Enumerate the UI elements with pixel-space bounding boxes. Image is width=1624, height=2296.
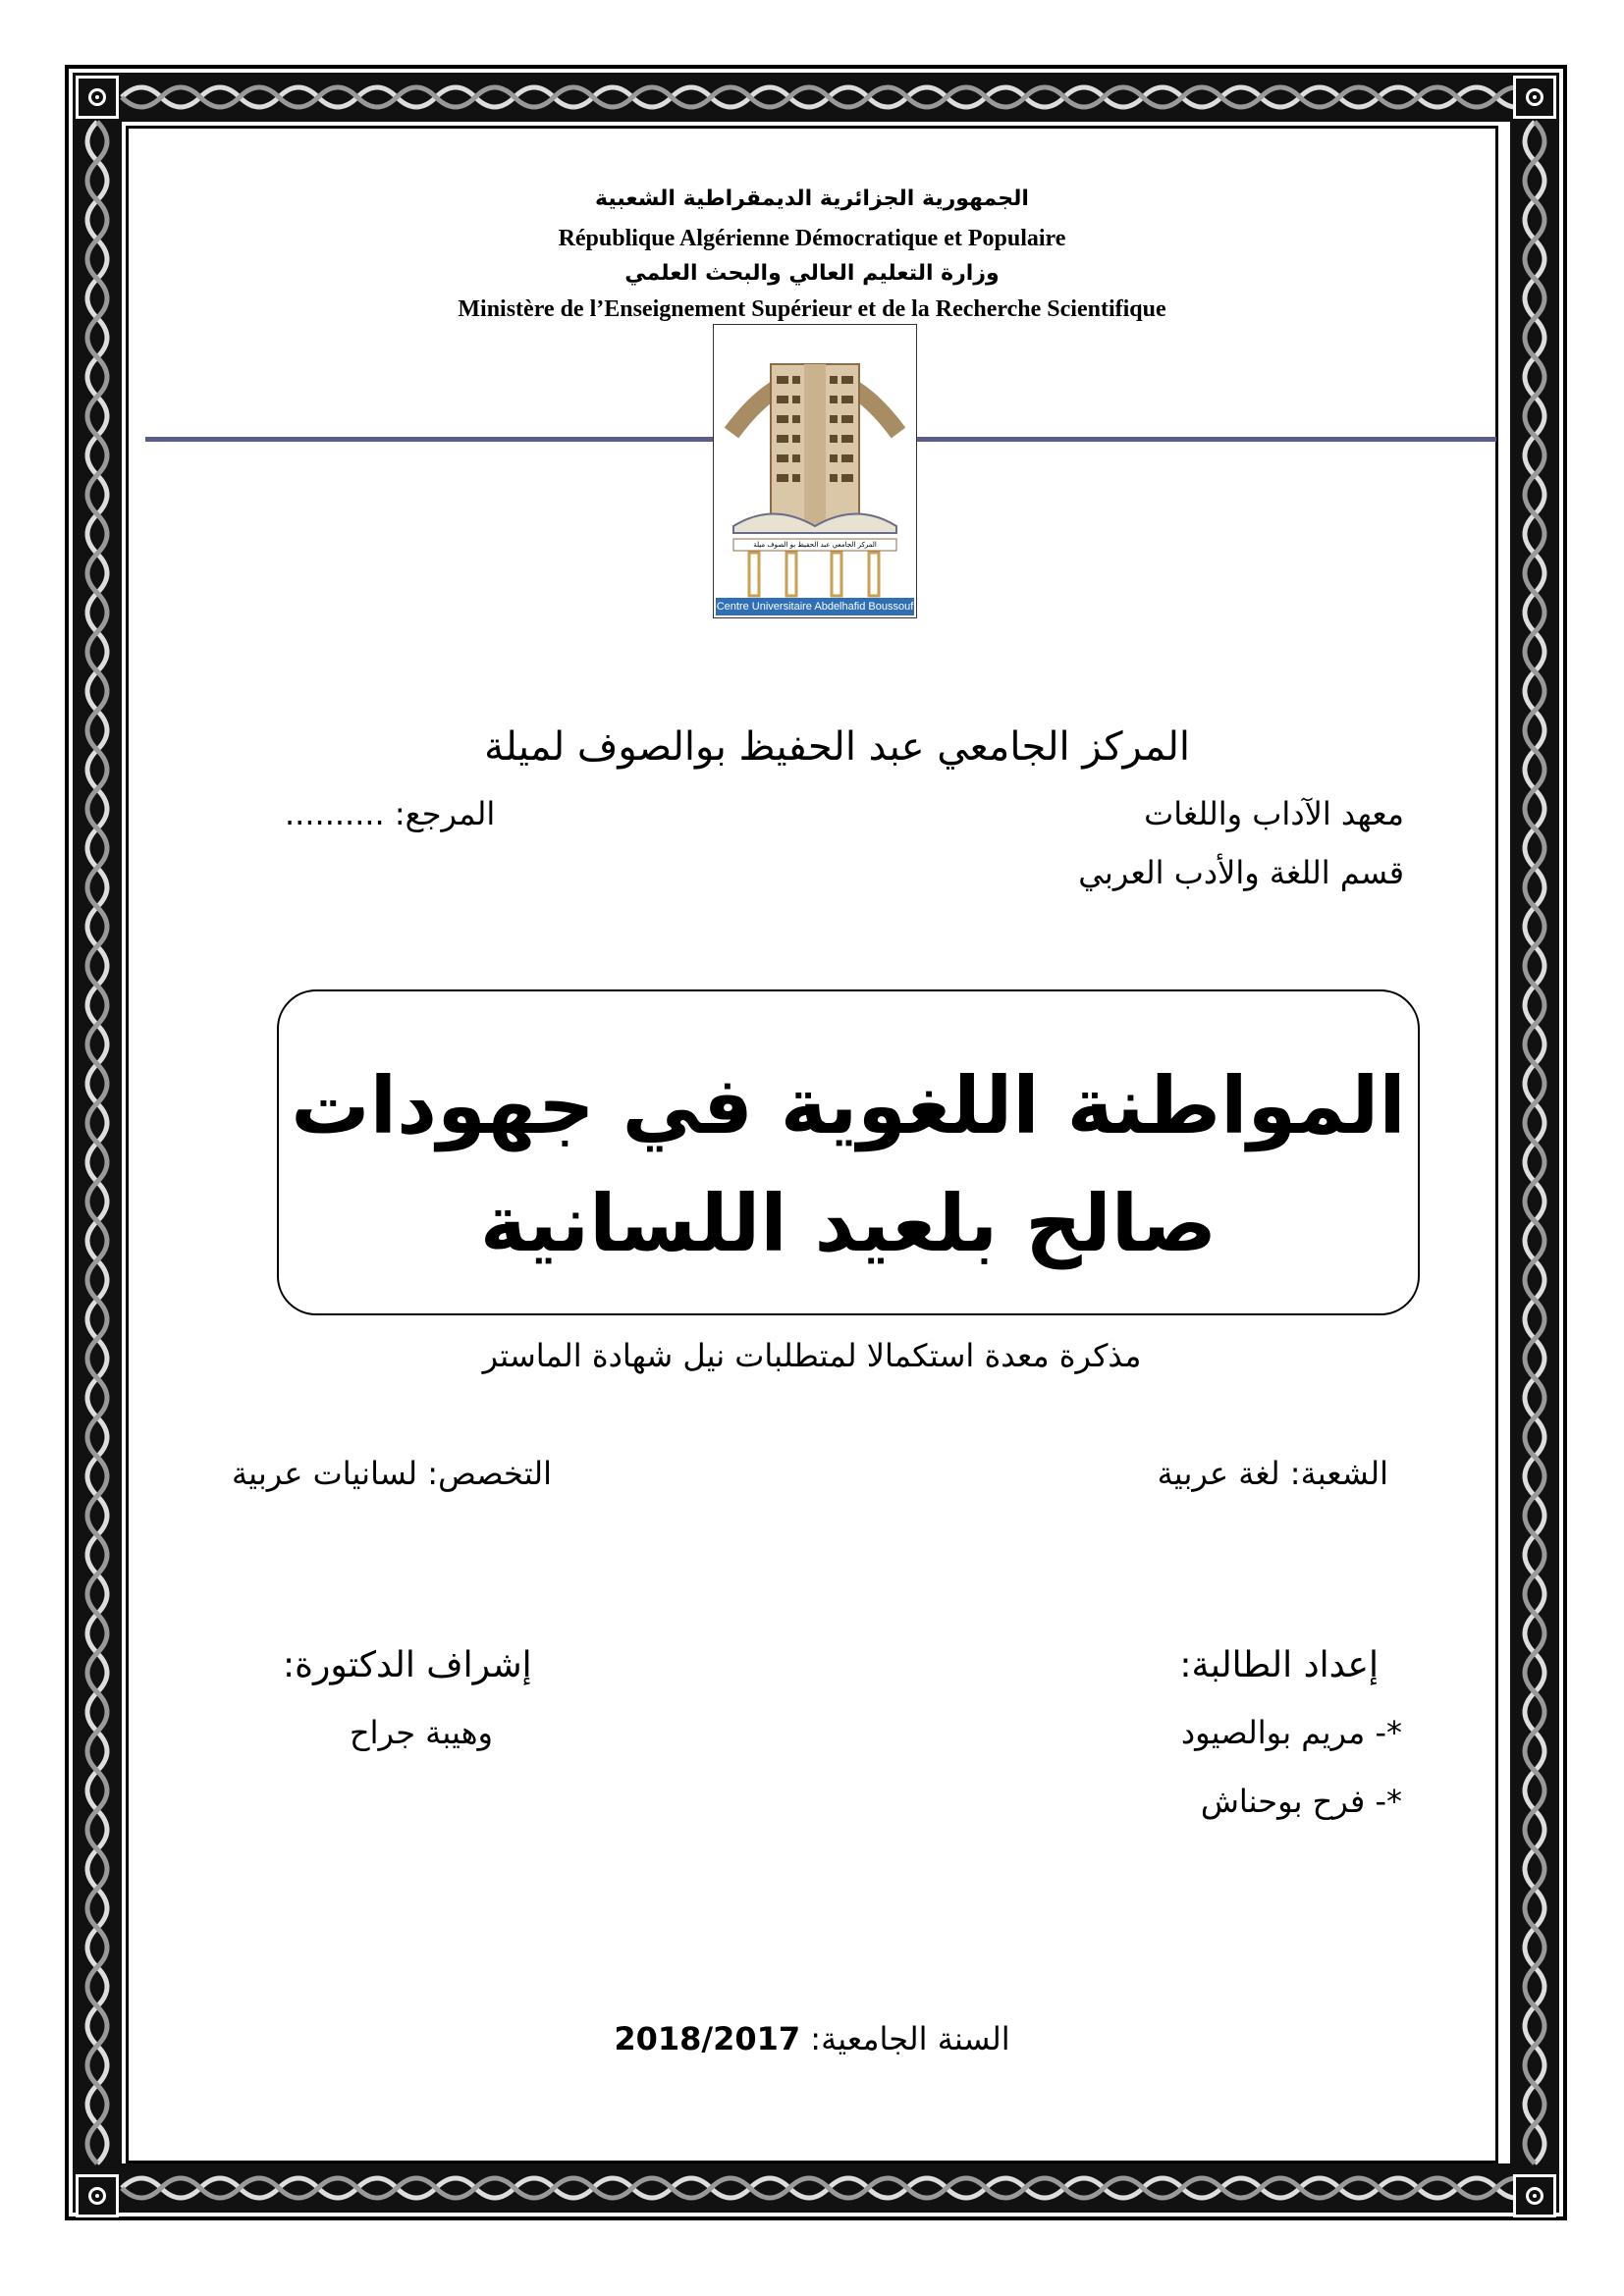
institute-name: معهد الآداب واللغات [1144, 795, 1404, 832]
department-name: قسم اللغة والأدب العربي [1078, 854, 1404, 891]
border-corner-ornament-top-right [1513, 76, 1556, 119]
logo-caption-french: Centre Universitaire Abdelhafid Boussouf Mila [716, 598, 914, 615]
university-center-name: المركز الجامعي عبد الحفيظ بوالصوف لميلة [484, 724, 1190, 770]
academic-year-label: السنة الجامعية: [810, 2020, 1010, 2057]
ministry-name-french: Ministère de l’Enseignement Supérieur et de la Recherche Scientifique [458, 296, 1166, 322]
students-label: إعداد الطالبة: [1179, 1645, 1379, 1685]
supervisor-label: إشراف الدكتورة: [283, 1645, 532, 1685]
ministry-name-arabic: وزارة التعليم العالي والبحث العلمي [624, 261, 1000, 286]
border-chain-left [73, 122, 122, 2163]
academic-year-value: 2018/2017 [614, 2020, 801, 2057]
border-corner-ornament-bottom-left [76, 2174, 119, 2217]
supervisor-name: وهيبة جراح [350, 1714, 493, 1751]
logo-caption-arabic: المركز الجامعي عبد الحفيظ بو الصوف ميلة [753, 541, 877, 549]
reference-number: المرجع: .......... [285, 795, 496, 832]
specialty-label: التخصص: لسانيات عربية [232, 1455, 552, 1492]
university-logo [713, 324, 917, 630]
thesis-subtitle: مذكرة معدة استكمالا لمتطلبات نيل شهادة الماستر [482, 1337, 1142, 1374]
student-name-2: *- فرح بوحناش [1200, 1783, 1402, 1820]
academic-year [0, 2020, 1624, 2057]
thesis-title-line-2: صالح بلعيد اللسانية [479, 1178, 1218, 1269]
republic-name-french: République Algérienne Démocratique et Populaire [558, 226, 1066, 251]
border-chain-right [1510, 122, 1559, 2163]
university-building-icon [714, 325, 916, 598]
student-name-1: *- مريم بوالصيود [1180, 1714, 1402, 1751]
branch-label: الشعبة: لغة عربية [1157, 1455, 1388, 1492]
border-corner-ornament-bottom-right [1513, 2174, 1556, 2217]
header-rule-left [145, 437, 713, 442]
border-chain-bottom [122, 2163, 1510, 2213]
republic-name-arabic: الجمهورية الجزائرية الديمقراطية الشعبية [595, 187, 1029, 211]
header-rule-right [917, 437, 1496, 442]
border-chain-top [122, 73, 1510, 122]
border-corner-ornament-top-left [76, 76, 119, 119]
thesis-title-line-1: المواطنة اللغوية في جهودات [291, 1060, 1406, 1151]
